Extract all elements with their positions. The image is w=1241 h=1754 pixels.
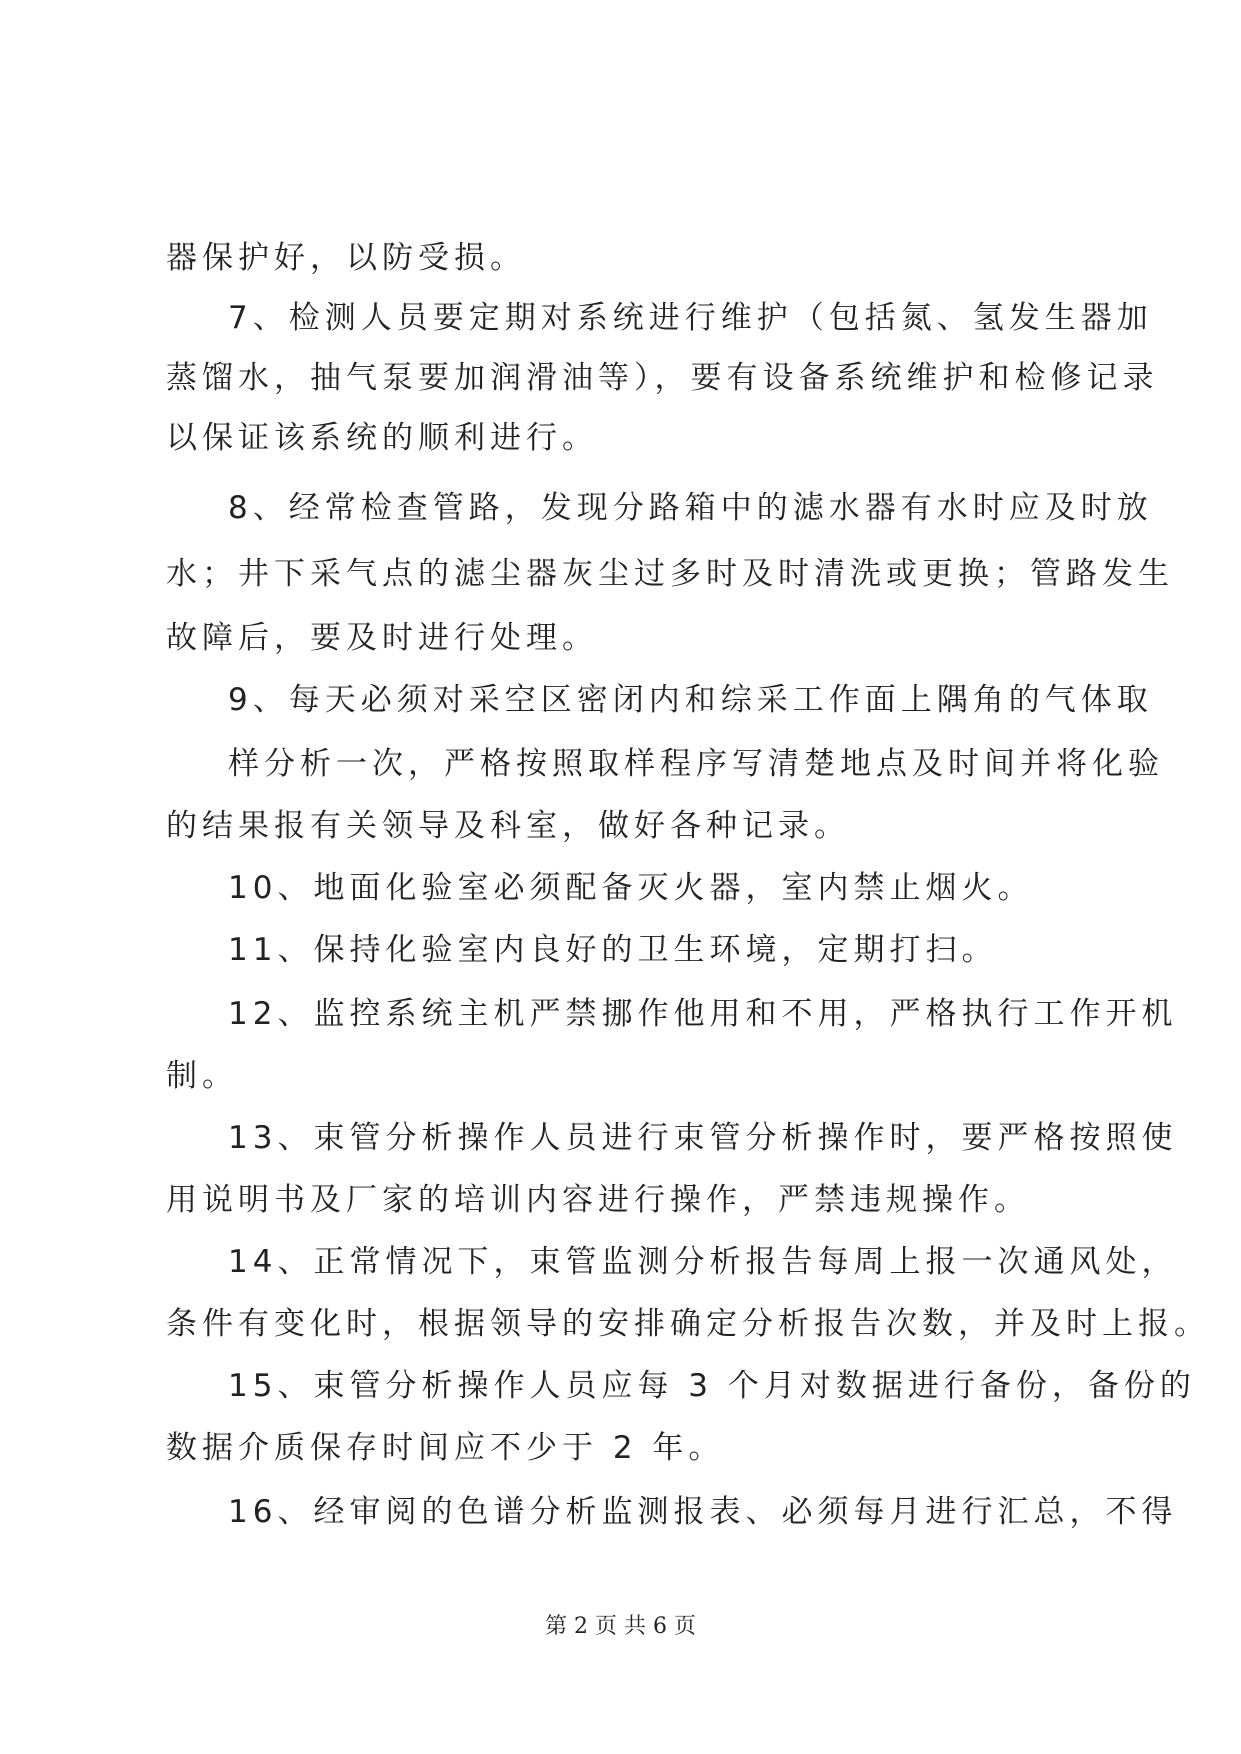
text-line: 15、束管分析操作人员应每 3 个月对数据进行备份，备份的 [228,1368,1196,1404]
text-line: 10、地面化验室必须配备灭火器，室内禁止烟火。 [228,870,1034,906]
text-line: 蒸馏水，抽气泵要加润滑油等），要有设备系统维护和检修记录 [166,360,1159,396]
text-line: 用说明书及厂家的培训内容进行操作，严禁违规操作。 [166,1182,1030,1218]
text-line: 以保证该系统的顺利进行。 [166,420,598,456]
text-line: 14、正常情况下，束管监测分析报告每周上报一次通风处， [228,1244,1178,1280]
text-line: 器保护好，以防受损。 [166,240,526,276]
text-line: 制。 [166,1058,238,1094]
page-number-footer: 第 2 页 共 6 页 [545,1614,696,1639]
text-line: 8、经常检查管路，发现分路箱中的滤水器有水时应及时放 [228,490,1153,526]
text-line: 的结果报有关领导及科室，做好各种记录。 [166,808,850,844]
text-line: 数据介质保存时间应不少于 2 年。 [166,1430,725,1466]
text-line: 7、检测人员要定期对系统进行维护（包括氮、氢发生器加 [228,300,1153,336]
text-line: 条件有变化时，根据领导的安排确定分析报告次数，并及时上报。 [166,1306,1210,1342]
text-line: 16、经审阅的色谱分析监测报表、必须每月进行汇总，不得 [228,1494,1178,1530]
text-line: 样分析一次，严格按照取样程序写清楚地点及时间并将化验 [228,746,1164,782]
text-line: 13、束管分析操作人员进行束管分析操作时，要严格按照使 [228,1120,1178,1156]
text-line: 11、保持化验室内良好的卫生环境，定期打扫。 [228,932,998,968]
text-line: 故障后，要及时进行处理。 [166,620,598,656]
text-line: 9、每天必须对采空区密闭内和综采工作面上隅角的气体取 [228,682,1153,718]
text-line: 12、监控系统主机严禁挪作他用和不用，严格执行工作开机 [228,996,1178,1032]
text-line: 水；井下采气点的滤尘器灰尘过多时及时清洗或更换；管路发生 [166,556,1174,592]
